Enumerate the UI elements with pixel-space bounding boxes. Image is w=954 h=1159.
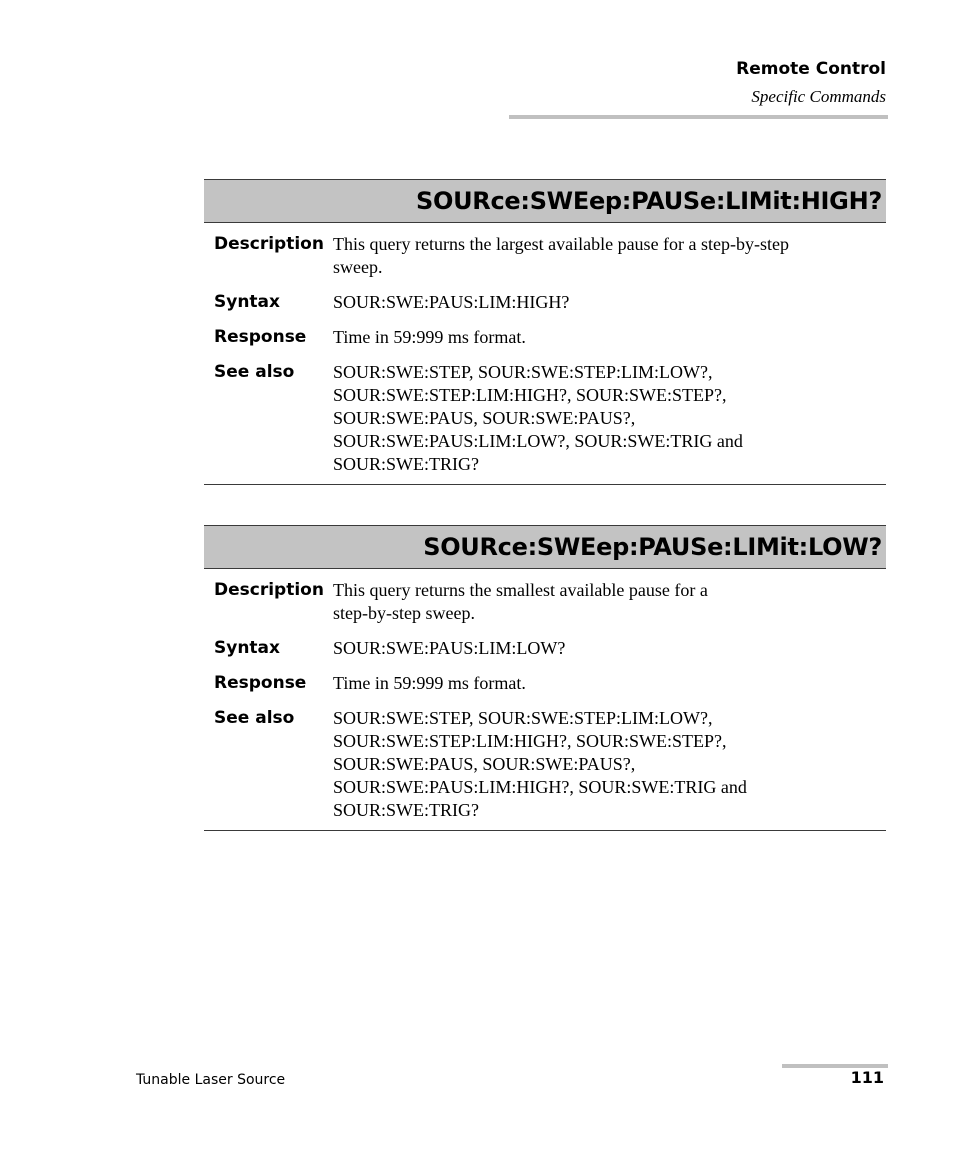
header-rule bbox=[509, 115, 888, 119]
command-body bbox=[204, 223, 886, 485]
response-row bbox=[204, 326, 886, 349]
command-body bbox=[204, 569, 886, 831]
description-text bbox=[333, 579, 886, 625]
response-text: Time in 59:999 ms format. bbox=[333, 327, 526, 347]
syntax-label: Syntax bbox=[214, 638, 280, 658]
command-block-low bbox=[204, 525, 886, 831]
running-header bbox=[736, 58, 886, 108]
see-also-line: SOUR:SWE:PAUS:LIM:HIGH?, SOUR:SWE:TRIG and bbox=[333, 777, 747, 797]
see-also-line: SOUR:SWE:PAUS, SOUR:SWE:PAUS?, bbox=[333, 408, 636, 428]
section-title: Specific Commands bbox=[751, 87, 886, 106]
command-title: SOURce:SWEep:PAUSe:LIMit:HIGH? bbox=[204, 179, 886, 223]
see-also-line: SOUR:SWE:STEP:LIM:HIGH?, SOUR:SWE:STEP?, bbox=[333, 385, 727, 405]
response-text: Time in 59:999 ms format. bbox=[333, 673, 526, 693]
description-line: step-by-step sweep. bbox=[333, 603, 475, 623]
response-row bbox=[204, 672, 886, 695]
syntax-label: Syntax bbox=[214, 292, 280, 312]
chapter-title: Remote Control bbox=[736, 59, 886, 79]
description-label: Description bbox=[214, 234, 324, 254]
see-also-line: SOUR:SWE:STEP, SOUR:SWE:STEP:LIM:LOW?, bbox=[333, 362, 713, 382]
page-number: 111 bbox=[850, 1068, 884, 1087]
syntax-text: SOUR:SWE:PAUS:LIM:HIGH? bbox=[333, 292, 570, 312]
see-also-text bbox=[333, 361, 886, 476]
syntax-text: SOUR:SWE:PAUS:LIM:LOW? bbox=[333, 638, 566, 658]
see-also-line: SOUR:SWE:STEP, SOUR:SWE:STEP:LIM:LOW?, bbox=[333, 708, 713, 728]
see-also-label: See also bbox=[214, 708, 295, 728]
description-line: sweep. bbox=[333, 257, 383, 277]
description-row bbox=[204, 233, 886, 279]
response-label: Response bbox=[214, 327, 307, 347]
syntax-row bbox=[204, 291, 886, 314]
response-label: Response bbox=[214, 673, 307, 693]
description-label: Description bbox=[214, 580, 324, 600]
see-also-text bbox=[333, 707, 886, 822]
footer-product-name: Tunable Laser Source bbox=[136, 1072, 286, 1088]
syntax-row bbox=[204, 637, 886, 660]
see-also-row bbox=[204, 707, 886, 822]
command-title: SOURce:SWEep:PAUSe:LIMit:LOW? bbox=[204, 525, 886, 569]
see-also-line: SOUR:SWE:PAUS, SOUR:SWE:PAUS?, bbox=[333, 754, 636, 774]
description-text bbox=[333, 233, 886, 279]
see-also-line: SOUR:SWE:PAUS:LIM:LOW?, SOUR:SWE:TRIG and bbox=[333, 431, 743, 451]
see-also-line: SOUR:SWE:STEP:LIM:HIGH?, SOUR:SWE:STEP?, bbox=[333, 731, 727, 751]
see-also-line: SOUR:SWE:TRIG? bbox=[333, 800, 479, 820]
command-block-high bbox=[204, 179, 886, 485]
description-line: This query returns the smallest available pause for a bbox=[333, 580, 708, 600]
see-also-label: See also bbox=[214, 362, 295, 382]
see-also-row bbox=[204, 361, 886, 476]
description-line: This query returns the largest available pause for a step-by-step bbox=[333, 234, 790, 254]
see-also-line: SOUR:SWE:TRIG? bbox=[333, 454, 479, 474]
description-row bbox=[204, 579, 886, 625]
